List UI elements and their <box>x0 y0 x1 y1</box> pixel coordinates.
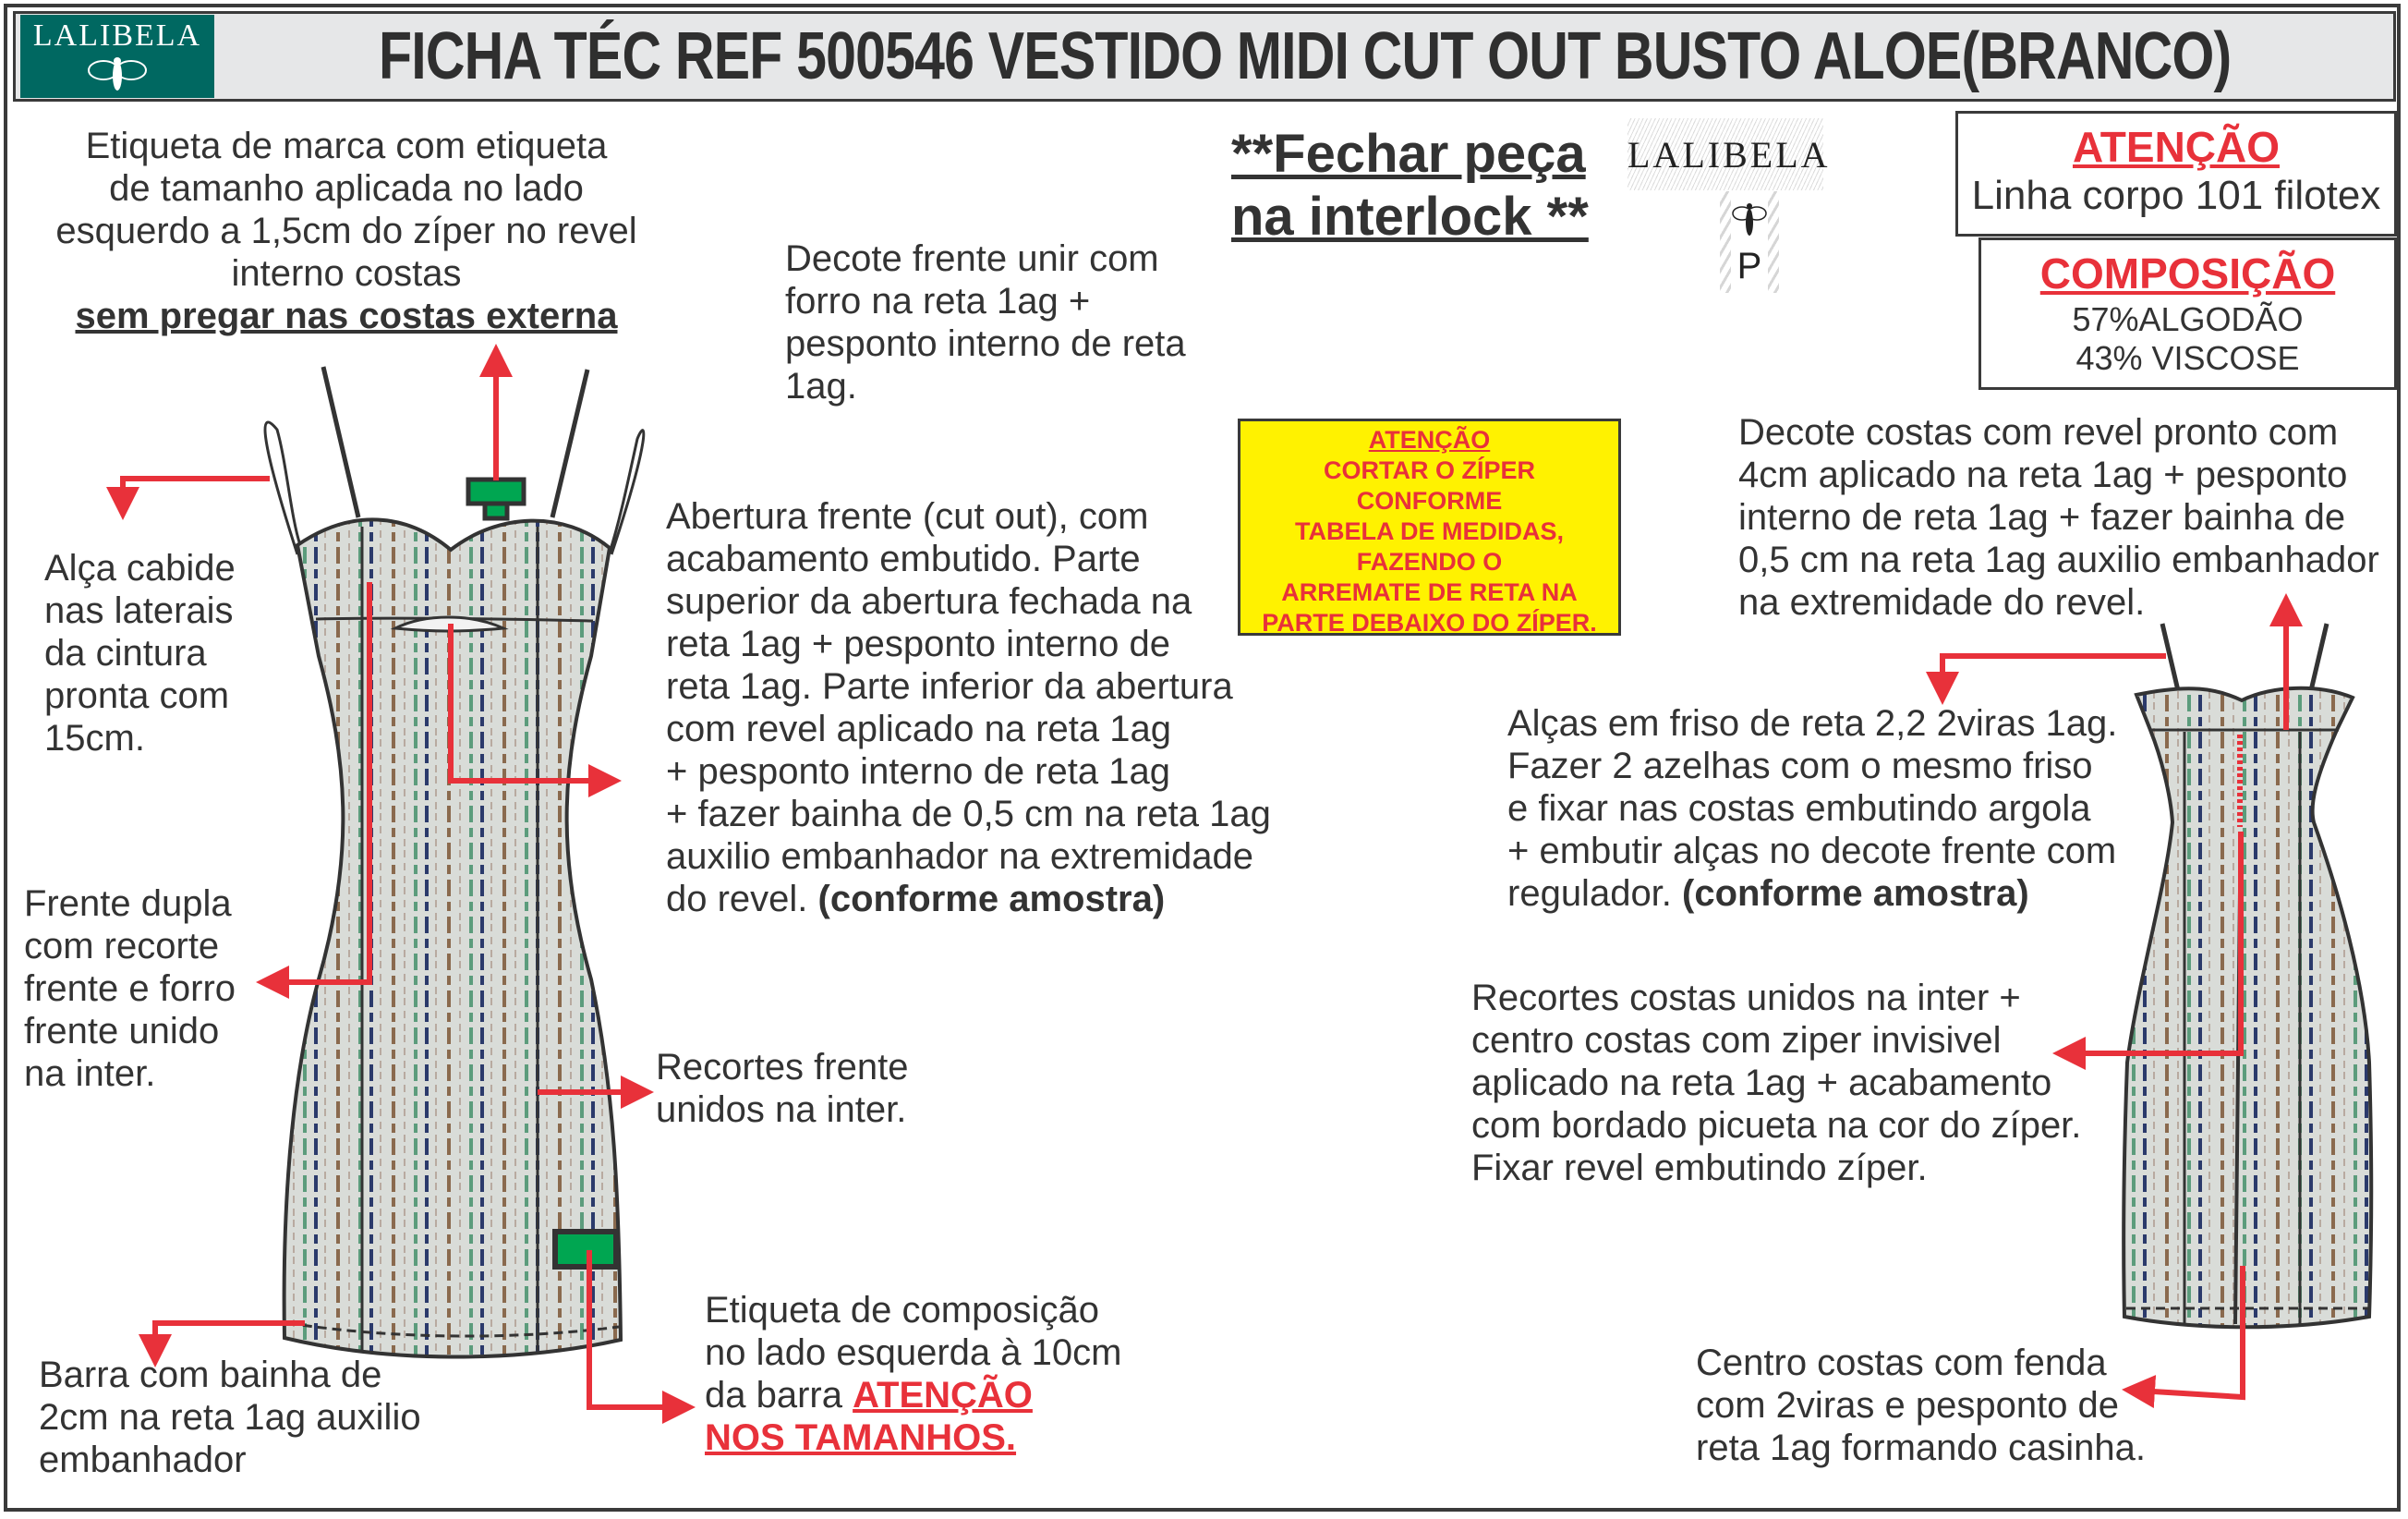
note-line: Fixar revel embutindo zíper. <box>1471 1148 1928 1188</box>
note-line: Centro costas com fenda <box>1696 1343 2107 1383</box>
composition-line: 43% VISCOSE <box>2075 339 2300 377</box>
note-line: aplicado na reta 1ag + acabamento <box>1471 1063 2052 1103</box>
note-line: pronta com <box>44 675 230 716</box>
note-line: Barra com bainha de <box>39 1355 382 1395</box>
note-back-panels <box>1471 977 2081 1189</box>
note-line-bold: (conforme amostra) <box>817 879 1166 919</box>
zipper-warning-heading: ATENÇÃO <box>1368 426 1491 454</box>
note-line: frente unido <box>24 1011 220 1051</box>
zipper-warning-line: CONFORME <box>1356 487 1503 515</box>
note-line: Etiqueta de composição <box>705 1290 1099 1331</box>
note-line: 15cm. <box>44 718 145 759</box>
note-line: na extremidade do revel. <box>1738 582 2146 623</box>
interlock-line-2: na interlock ** <box>1231 187 1589 247</box>
note-line: forro na reta 1ag + <box>785 281 1091 322</box>
back-dress-illustration <box>2124 624 2371 1327</box>
note-line: Recortes costas unidos na inter + <box>1471 978 2021 1018</box>
note-attention: ATENÇÃO <box>853 1375 1033 1416</box>
note-line: pesponto interno de reta <box>785 323 1186 364</box>
note-line-plain: da barra <box>705 1375 853 1416</box>
note-line: Decote frente unir com <box>785 238 1159 279</box>
note-back-slit <box>1696 1342 2146 1469</box>
note-line: reta 1ag. Parte inferior da abertura <box>666 666 1233 707</box>
note-hanger-loop <box>44 547 236 760</box>
thread-box-text: Linha corpo 101 filotex <box>1971 173 2381 218</box>
note-cut-out <box>666 495 1271 920</box>
note-line: interno costas <box>231 253 462 294</box>
note-line: 2cm na reta 1ag auxilio <box>39 1397 421 1438</box>
note-line: nas laterais <box>44 590 234 631</box>
note-line: 1ag. <box>785 366 857 407</box>
note-line: Decote costas com revel pronto com <box>1738 412 2339 453</box>
note-hem <box>39 1354 421 1481</box>
front-strap-left <box>323 367 358 517</box>
note-line: com recorte <box>24 926 220 966</box>
size-value: P <box>1736 246 1762 286</box>
note-line <box>1507 872 2117 915</box>
interlock-line-1: **Fechar peça <box>1231 124 1586 184</box>
size-label-marker <box>485 504 507 518</box>
brand-label-marker <box>468 480 524 504</box>
zipper-warning-line: CORTAR O ZÍPER <box>1324 456 1535 484</box>
page-title: FICHA TÉC REF 500546 VESTIDO MIDI CUT OUT BUSTO ALOE(BRANCO) <box>379 19 2232 93</box>
note-line: Alça cabide <box>44 548 236 589</box>
note-line: 4cm aplicado na reta 1ag + pesponto <box>1738 455 2348 495</box>
arrow-straps <box>1942 656 2166 688</box>
note-line: + fazer bainha de 0,5 cm na reta 1ag <box>666 794 1271 834</box>
note-line: e fixar nas costas embutindo argola <box>1507 788 2091 829</box>
note-line: 0,5 cm na reta 1ag auxilio embanhador <box>1738 540 2379 580</box>
note-line: superior da abertura fechada na <box>666 581 1192 622</box>
note-back-neckline <box>1738 411 2379 624</box>
note-line: Recortes frente <box>656 1047 909 1088</box>
note-front-panels <box>656 1046 908 1131</box>
note-line: Alças em friso de reta 2,2 2viras 1ag. <box>1507 703 2118 744</box>
note-line: interno de reta 1ag + fazer bainha de <box>1738 497 2346 538</box>
note-emphasis: sem pregar nas costas externa <box>75 296 618 336</box>
note-line: embanhador <box>39 1440 247 1480</box>
note-line: centro costas com ziper invisivel <box>1471 1020 2002 1061</box>
note-line: reta 1ag + pesponto interno de <box>666 624 1170 664</box>
note-line: no lado esquerda à 10cm <box>705 1332 1122 1373</box>
composition-heading: COMPOSIÇÃO <box>2039 249 2336 298</box>
zipper-warning-line: PARTE DEBAIXO DO ZÍPER. <box>1262 609 1597 637</box>
note-line: Fazer 2 azelhas com o mesmo friso <box>1507 746 2093 786</box>
brand-logo-text: LALIBELA <box>32 18 202 53</box>
note-line: Frente dupla <box>24 883 232 924</box>
note-line: + pesponto interno de reta 1ag <box>666 751 1170 792</box>
note-line-bold: (conforme amostra) <box>1682 873 2029 914</box>
note-line: auxilio embanhador na extremidade <box>666 836 1253 877</box>
note-line: com bordado picueta na cor do zíper. <box>1471 1105 2082 1146</box>
note-line: + embutir alças no decote frente com <box>1507 831 2117 871</box>
note-front-double <box>24 882 236 1095</box>
arrow-hem <box>155 1323 305 1351</box>
note-line <box>705 1374 1121 1416</box>
zipper-warning-line: ARREMATE DE RETA NA <box>1281 578 1578 606</box>
note-line: da cintura <box>44 633 207 674</box>
note-line: Etiqueta de marca com etiqueta <box>85 126 608 166</box>
note-line: frente e forro <box>24 968 236 1009</box>
thread-box-heading: ATENÇÃO <box>2072 123 2281 171</box>
note-line: esquerdo a 1,5cm do zíper no revel <box>55 211 637 251</box>
note-line: unidos na inter. <box>656 1089 907 1130</box>
note-line: com 2viras e pesponto de <box>1696 1385 2120 1426</box>
brand-label-text: LALIBELA <box>1628 134 1831 176</box>
note-line: de tamanho aplicada no lado <box>109 168 584 209</box>
zipper-warning-line: TABELA DE MEDIDAS, <box>1294 517 1564 545</box>
note-straps <box>1507 702 2117 915</box>
note-line: reta 1ag formando casinha. <box>1696 1428 2146 1468</box>
back-dress-body <box>2124 688 2371 1327</box>
note-line <box>666 878 1271 920</box>
arrow-hanger-loop <box>123 479 270 504</box>
note-line: na inter. <box>24 1053 156 1094</box>
note-line: acabamento embutido. Parte <box>666 539 1141 579</box>
composition-label-marker <box>555 1232 616 1267</box>
front-dress-illustration <box>265 367 644 1357</box>
hanger-loop-right <box>610 431 644 554</box>
note-front-neckline <box>785 237 1186 407</box>
composition-line: 57%ALGODÃO <box>2072 300 2304 338</box>
note-line: com revel aplicado na reta 1ag <box>666 709 1171 749</box>
note-line-plain: regulador. <box>1507 873 1683 914</box>
note-line-plain: do revel. <box>666 879 818 919</box>
hanger-loop-left <box>265 422 300 554</box>
note-attention-sizes: NOS TAMANHOS. <box>705 1417 1017 1458</box>
note-line: Abertura frente (cut out), com <box>666 496 1149 537</box>
note-brand-tag <box>28 125 665 337</box>
zipper-warning-line: FAZENDO O <box>1356 548 1503 576</box>
note-composition-tag <box>705 1289 1121 1459</box>
front-strap-right <box>552 370 587 517</box>
